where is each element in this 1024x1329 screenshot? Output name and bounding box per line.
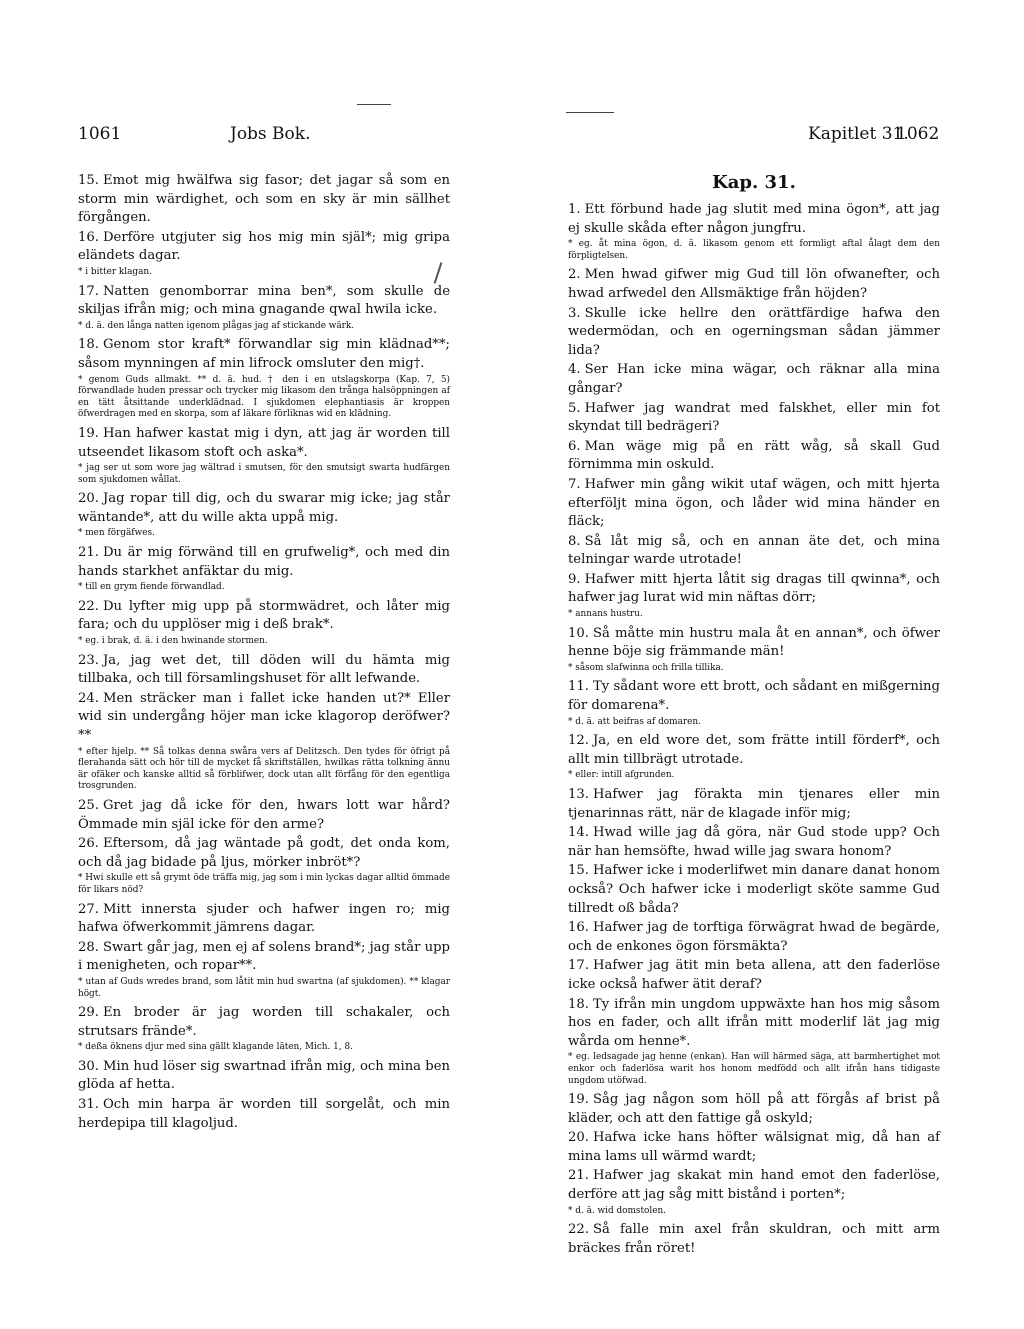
page-number-right: 1062 xyxy=(896,124,940,144)
verse xyxy=(568,957,940,994)
verse-text: Natten genomborrar mina ben*, som skulle de skiljas ifrån mig; och mina gnagande qwal hwila icke. xyxy=(78,283,450,318)
verse-text: Hafwer icke i moderlifwet min danare danat honom också? Och hafwer icke i moderligt sköte samme Gud tillredt oß båda? xyxy=(568,863,940,916)
verse xyxy=(568,1221,940,1258)
verse-number: 19. xyxy=(568,1092,589,1108)
verse-number: 12. xyxy=(568,733,589,749)
page-number-left: 1061 xyxy=(78,124,122,144)
verse-text: Hafwer jag skakat min hand emot den faderlöse, derföre att jag såg mitt bistånd i porten*; xyxy=(568,1168,940,1203)
verse-text: Hafwer jag ätit min beta allena, att den faderlöse icke också hafwer ätit deraf? xyxy=(568,958,940,992)
verse-number: 20. xyxy=(568,1130,589,1146)
footnote: * utan af Guds wredes brand, som låtit min hud swartna (af sjukdomen). ** klagar högt. xyxy=(78,976,450,999)
verse-text: Ja, jag wet det, till döden will du hämta mig tillbaka, och till församlingshuset för allt lefwande. xyxy=(78,652,450,687)
verse xyxy=(78,652,450,689)
verse-text: Genom stor kraft* förwandlar sig min klädnad**; såsom mynningen af min lifrock omsluter den mig†. xyxy=(78,337,450,371)
footnote: * deßa öknens djur med sina gällt klagande läten, Mich. 1, 8. xyxy=(78,1042,353,1053)
verse xyxy=(78,1096,450,1133)
verse-number: 8. xyxy=(568,533,581,549)
verse-text: Man wäge mig på en rätt wåg, så skall Gud förnimma min oskuld. xyxy=(568,438,940,473)
verse xyxy=(568,201,940,238)
ink-speck xyxy=(357,104,391,105)
verse xyxy=(568,919,940,956)
verse-text: Såg jag någon som höll på att förgås af brist på kläder, och att den fattige gå oskyld; xyxy=(568,1092,940,1126)
verse-number: 30. xyxy=(78,1058,99,1074)
verse xyxy=(568,400,940,437)
verse xyxy=(78,598,450,635)
verse xyxy=(568,824,940,861)
verse-number: 19. xyxy=(78,425,99,441)
verse-number: 6. xyxy=(568,438,581,454)
verse-text: Du lyfter mig upp på stormwädret, och låter mig fara; och du upplöser mig i deß brak*. xyxy=(78,598,450,633)
verse-text: Ser Han icke mina wägar, och räknar alla mina gångar? xyxy=(568,362,940,396)
verse-text: En broder är jag worden till schakaler, och strutsars frände*. xyxy=(78,1005,450,1039)
verse xyxy=(78,797,450,834)
verse-number: 23. xyxy=(78,652,99,668)
right-column xyxy=(568,172,940,1259)
verse-text: Hwad wille jag då göra, när Gud stode upp? Och när han hemsöfte, hwad wille jag swara honom? xyxy=(568,825,940,859)
verse-text: Eftersom, då jag wäntade på godt, det onda kom, och då jag bidade på ljus, mörker inbröt*? xyxy=(78,836,450,870)
verse-text: Ty ifrån min ungdom uppwäxte han hos mig såsom hos en fader, och allt ifrån mitt moderlif lät jag mig wårda om henne*. xyxy=(568,996,940,1049)
verse xyxy=(78,229,450,266)
verse-text: Han hafwer kastat mig i dyn, att jag är worden till utseendet likasom stoft och aska*. xyxy=(78,425,450,460)
verse xyxy=(568,533,940,570)
verse-number: 15. xyxy=(78,173,99,188)
verse-number: 16. xyxy=(78,229,99,245)
verse xyxy=(568,476,940,532)
verse-text: Hafwer jag de torftiga förwägrat hwad de begärde, och de enkones ögon försmäkta? xyxy=(568,920,940,954)
verse-number: 20. xyxy=(78,491,99,507)
verse-number: 22. xyxy=(568,1222,589,1238)
verse-number: 21. xyxy=(568,1168,589,1184)
verse-text: Och min harpa är worden till sorgelåt, och min herdepipa till klagoljud. xyxy=(78,1097,450,1131)
verse-number: 14. xyxy=(568,825,589,841)
running-title-left: Jobs Bok. xyxy=(230,124,311,144)
verse xyxy=(78,544,450,581)
verse-text: Så låt mig så, och en annan äte det, och mina telningar warde utrotade! xyxy=(568,533,940,568)
footnote: * eg. i brak, d. ä. i den hwinande stormen. xyxy=(78,636,268,647)
verse-number: 17. xyxy=(568,958,589,974)
verse-number: 4. xyxy=(568,362,581,378)
verse xyxy=(568,1129,940,1166)
verse-text: Gret jag då icke för den, hwars lott war hård? Ömmade min själ icke för den arme? xyxy=(78,797,450,832)
footnote: * annans hustru. xyxy=(568,609,643,620)
verse xyxy=(568,732,940,769)
verse-text: Så falle min axel från skuldran, och mitt arm bräckes från röret! xyxy=(568,1222,940,1256)
verse xyxy=(568,678,940,715)
verse xyxy=(78,1004,450,1041)
verse xyxy=(78,939,450,976)
verse xyxy=(78,172,450,228)
verse-text: Skulle icke hellre den orättfärdige hafwa den wedermödan, och en ogerningsman sådan jämmer lida? xyxy=(568,305,940,358)
verse xyxy=(78,283,450,320)
footnote: * d. ä. wid domstolen. xyxy=(568,1205,666,1216)
verse-number: 16. xyxy=(568,920,589,936)
verse-text: Min hud löser sig swartnad ifrån mig, och mina ben glöda af hetta. xyxy=(78,1058,450,1093)
left-column xyxy=(78,172,450,1134)
verse xyxy=(78,425,450,462)
verse xyxy=(568,571,940,608)
verse-text: Men hwad gifwer mig Gud till lön ofwanefter, och hwad arfwedel den Allsmäktige från höjden? xyxy=(568,267,940,301)
footnote: * eg. åt mina ögon, d. ä. likasom genom ett formligt aftal ålagt dem den förpligtelsen. xyxy=(568,239,940,261)
footnote: * men förgäfwes. xyxy=(78,528,155,539)
verse-text: Ja, en eld wore det, som frätte intill förderf*, och allt min tillbrägt utrotade. xyxy=(568,733,940,767)
verse-number: 2. xyxy=(568,267,581,283)
verse-text: Så måtte min hustru mala åt en annan*, och öfwer henne böje sig främmande män! xyxy=(568,625,940,660)
footnote: * d. ä. den långa natten igenom plågas jag af stickande wärk. xyxy=(78,320,355,331)
verse xyxy=(568,266,940,303)
footnote: * Hwi skulle ett så grymt öde träffa mig, jag som i min lyckas dagar alltid ömmade för likars nöd? xyxy=(78,873,450,895)
verse-text: Derföre utgjuter sig hos mig min själ*; mig gripa eländets dagar. xyxy=(78,229,450,264)
verse-number: 7. xyxy=(568,476,581,492)
verse xyxy=(78,490,450,527)
verse xyxy=(78,690,450,746)
verse xyxy=(568,625,940,662)
footnote: * eller: intill afgrunden. xyxy=(568,770,675,781)
verse-number: 3. xyxy=(568,305,581,321)
verse-text: Men sträcker man i fallet icke handen ut?* Eller wid sin undergång höjer man icke klagorop deröfwer?** xyxy=(78,690,450,743)
verse-text: Hafwer jag wandrat med falskhet, eller min fot skyndat till bedrägeri? xyxy=(568,400,940,435)
verse-number: 27. xyxy=(78,901,99,917)
verse-text: Swart går jag, men ej af solens brand*; jag står upp i menigheten, och ropar**. xyxy=(78,939,450,974)
verse-number: 17. xyxy=(78,283,99,299)
footnote: * såsom slafwinna och frilla tillika. xyxy=(568,662,724,673)
footnote: * till en grym fiende förwandlad. xyxy=(78,582,225,593)
verse-text: Ty sådant wore ett brott, och sådant en mißgerning för domarena*. xyxy=(568,679,940,714)
verse-number: 29. xyxy=(78,1005,99,1021)
verse-number: 18. xyxy=(78,337,99,353)
verse-number: 1. xyxy=(568,202,581,217)
verse-text: Mitt innersta sjuder och hafwer ingen ro; mig hafwa öfwerkommit jämrens dagar. xyxy=(78,901,450,936)
footnote: * genom Guds allmakt. ** d. ä. hud. † den i en utslagskorpa (Kap. 7, 5) förwandlade huden pressar och trycker mig likasom den trånga halsöppningen af en tätt åtsittande underklädnad. I sjukdomen elephantiasis är kroppen öfwerdragen med en skorpa, som af läkare förliknas wid en klädning. xyxy=(78,374,450,420)
footnote: * efter hjelp. ** Så tolkas denna swåra vers af Delitzsch. Den tydes för öfrigt på flerahanda sätt och hör till de mycket få skriftställen, hwilkas rätta tolkning ännu är ofäker och kanske alltid så förblifwer, dock utan allt förfång för den egentliga trosgrunden. xyxy=(78,746,450,792)
verse-number: 26. xyxy=(78,836,99,852)
verse-number: 13. xyxy=(568,787,589,802)
running-title-right: Kapitlet 31. xyxy=(808,124,909,144)
verse-number: 24. xyxy=(78,690,99,706)
verse-number: 15. xyxy=(568,863,589,879)
verse-number: 22. xyxy=(78,598,99,614)
verse-text: Hafwa icke hans höfter wälsignat mig, då han af mina lams ull wärmd wardt; xyxy=(568,1130,940,1164)
verse-text: Du är mig förwänd till en grufwelig*, och med din hands starkhet anfäktar du mig. xyxy=(78,545,450,579)
page-header xyxy=(78,124,948,150)
verse-text: Ett förbund hade jag slutit med mina ögon*, att jag ej skulle skåda efter någon jungfru. xyxy=(568,202,940,236)
right-column-body xyxy=(568,201,940,1258)
verse xyxy=(78,336,450,373)
verse xyxy=(568,996,940,1052)
verse-text: Hafwer jag förakta min tjenares eller min tjenarinnas rätt, när de klagade inför mig; xyxy=(568,787,940,821)
verse-number: 25. xyxy=(78,797,99,813)
verse xyxy=(568,1167,940,1204)
verse-number: 31. xyxy=(78,1097,99,1113)
verse xyxy=(78,1058,450,1095)
verse xyxy=(568,361,940,398)
verse xyxy=(78,835,450,872)
verse-number: 18. xyxy=(568,996,589,1012)
verse-text: Jag ropar till dig, och du swarar mig icke; jag står wäntande*, att du wille akta uppå mig. xyxy=(78,491,450,525)
verse-number: 9. xyxy=(568,571,581,587)
verse-number: 11. xyxy=(568,679,589,695)
chapter-title: Kap. 31. xyxy=(712,172,796,193)
verse-text: Emot mig hwälfwa sig fasor; det jagar så som en storm min wärdighet, och som en sky är min sällhet förgången. xyxy=(78,173,450,226)
footnote: * eg. ledsagade jag henne (enkan). Han will härmed säga, att barmhertighet mot enkor och faderlösa warit hos honom medfödd och allt ifrån hans tidigaste ungdom utöfwad. xyxy=(568,1052,940,1086)
verse-number: 10. xyxy=(568,625,589,641)
footnote: * i bitter klagan. xyxy=(78,266,152,277)
footnote: * jag ser ut som wore jag wältrad i smutsen, för den smutsigt swarta hudfärgen som sjukdomen wållat. xyxy=(78,463,450,485)
verse xyxy=(568,862,940,918)
verse-text: Hafwer min gång wikit utaf wägen, och mitt hjerta efterföljt mina ögon, och låder wid mina händer en fläck; xyxy=(568,476,940,530)
verse xyxy=(78,901,450,938)
verse-text: Hafwer mitt hjerta låtit sig dragas till qwinna*, och hafwer jag lurat wid min näftas dörr; xyxy=(568,571,940,606)
verse-number: 21. xyxy=(78,545,99,561)
verse xyxy=(568,786,940,823)
verse xyxy=(568,438,940,475)
footnote: * d. ä. att beifras af domaren. xyxy=(568,716,701,727)
verse xyxy=(568,1091,940,1128)
ink-speck xyxy=(566,112,614,113)
verse-number: 5. xyxy=(568,400,581,416)
verse xyxy=(568,305,940,361)
verse-number: 28. xyxy=(78,939,99,955)
